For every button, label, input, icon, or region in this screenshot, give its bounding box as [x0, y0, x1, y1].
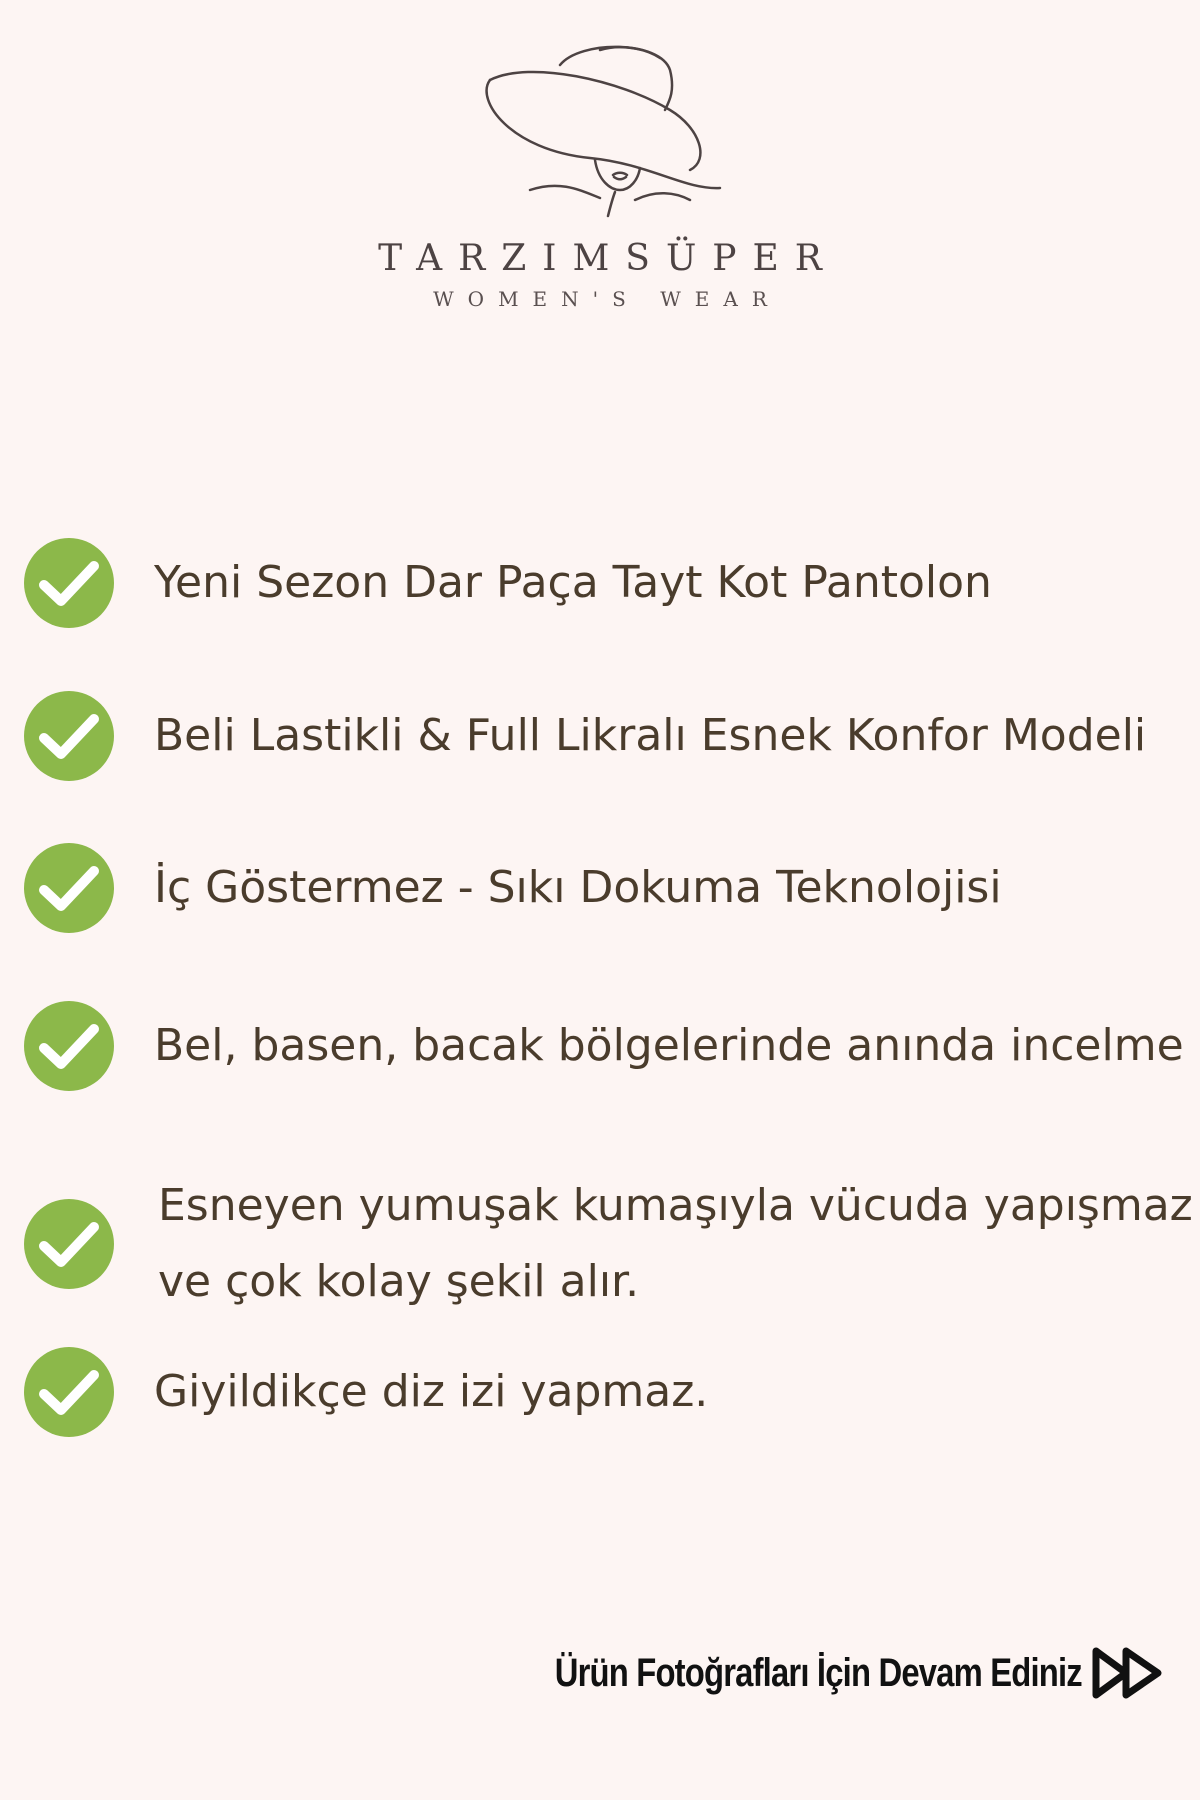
fast-forward-icon [1090, 1645, 1166, 1701]
check-circle-icon [24, 1199, 114, 1289]
continue-cta[interactable] [439, 1645, 1166, 1701]
feature-text: İç Göstermez - Sıkı Dokuma Teknolojisi [154, 862, 1002, 913]
brand-tagline: WOMEN'S WEAR [433, 287, 781, 311]
feature-item [24, 1001, 1184, 1091]
feature-item [24, 1347, 708, 1437]
feature-item [24, 843, 1002, 933]
feature-text-line: Esneyen yumuşak kumaşıyla vücuda yapışmaz [158, 1180, 1193, 1231]
brand-name: TARZIMSÜPER [378, 238, 838, 279]
check-circle-icon [24, 538, 114, 628]
check-circle-icon [24, 1001, 114, 1091]
check-circle-icon [24, 1347, 114, 1437]
feature-item [24, 538, 992, 628]
feature-text: Giyildikçe diz izi yapmaz. [154, 1366, 709, 1417]
feature-text: Yeni Sezon Dar Paça Tayt Kot Pantolon [154, 557, 992, 608]
feature-text: Beli Lastikli & Full Likralı Esnek Konfor Modeli [154, 710, 1147, 761]
feature-text-line: ve çok kolay şekil alır. [158, 1256, 640, 1307]
feature-item [24, 691, 1146, 781]
feature-text: Bel, basen, bacak bölgelerinde anında incelme [154, 1020, 1184, 1071]
feature-item [24, 1168, 1193, 1320]
check-circle-icon [24, 691, 114, 781]
check-circle-icon [24, 843, 114, 933]
feature-text [158, 1168, 1193, 1320]
continue-cta-label: Ürün Fotoğrafları İçin Devam Ediniz [554, 1650, 1082, 1695]
